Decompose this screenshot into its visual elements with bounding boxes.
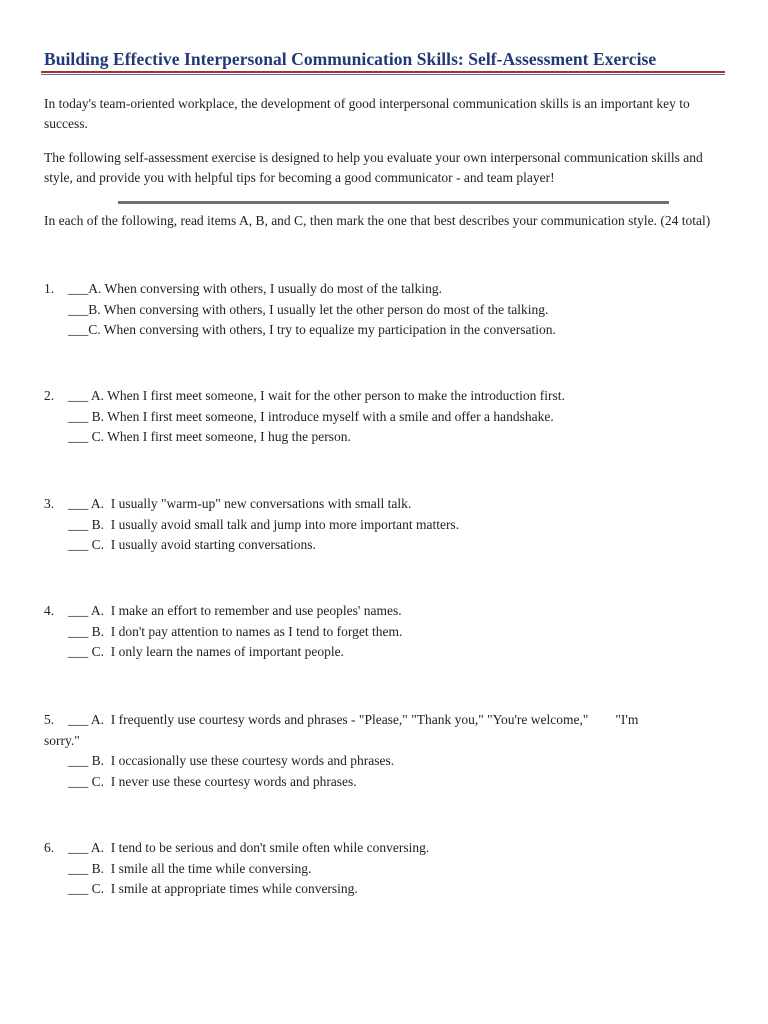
answer-option-a: ___ A. I tend to be serious and don't smile often while conversing. bbox=[68, 840, 430, 855]
intro-paragraph-1: In today's team-oriented workplace, the development of good interpersonal communication skills is an important key to success. bbox=[44, 96, 690, 131]
question-number: 6. bbox=[44, 840, 55, 855]
question-number: 3. bbox=[44, 496, 55, 511]
title-underline-blue bbox=[41, 74, 725, 75]
question-6 bbox=[44, 838, 734, 900]
document-title: Building Effective Interpersonal Communication Skills: Self-Assessment Exercise bbox=[44, 49, 657, 69]
answer-option-c: ___ C. I only learn the names of important people. bbox=[68, 644, 344, 659]
question-number: 5. bbox=[44, 712, 55, 727]
answer-option-b: ___ B. I usually avoid small talk and jump into more important matters. bbox=[68, 516, 460, 532]
answer-option-c: ___ C. When I first meet someone, I hug the person. bbox=[68, 429, 351, 444]
question-4 bbox=[44, 601, 734, 663]
question-3 bbox=[44, 494, 734, 556]
answer-option-c: ___ C. I usually avoid starting conversations. bbox=[68, 537, 316, 552]
answer-option-a: ___ A. I make an effort to remember and use peoples' names. bbox=[68, 603, 402, 618]
section-divider bbox=[118, 201, 669, 204]
answer-option-b: ___ B. I don't pay attention to names as I tend to forget them. bbox=[68, 623, 403, 639]
answer-option-b: ___ B. When I first meet someone, I introduce myself with a smile and offer a handshake. bbox=[68, 408, 554, 424]
question-row bbox=[44, 494, 734, 515]
question-row bbox=[44, 279, 734, 300]
answer-option-a: ___ A. I frequently use courtesy words and phrases - "Please," "Thank you," "You're welcome," "I'm bbox=[68, 712, 639, 727]
answer-option-a: ___A. When conversing with others, I usually do most of the talking. bbox=[68, 281, 442, 296]
answer-option-a: ___ A. I usually "warm-up" new conversations with small talk. bbox=[68, 496, 412, 511]
question-number: 4. bbox=[44, 603, 55, 618]
answer-option-b: ___ B. I smile all the time while conversing. bbox=[68, 860, 312, 876]
title-underline-red bbox=[41, 71, 725, 73]
instructions-paragraph: In each of the following, read items A, B, and C, then mark the one that best describes your communication style. (24 total) bbox=[44, 213, 711, 228]
question-row bbox=[44, 710, 734, 731]
answer-option-a: ___ A. When I first meet someone, I wait for the other person to make the introduction first. bbox=[68, 388, 565, 403]
question-1 bbox=[44, 279, 734, 341]
answer-option-c: ___ C. I smile at appropriate times while conversing. bbox=[68, 881, 358, 896]
answer-option-b: ___B. When conversing with others, I usually let the other person do most of the talking. bbox=[68, 301, 549, 317]
answer-option-c: ___C. When conversing with others, I try to equalize my participation in the conversation. bbox=[68, 322, 556, 337]
answer-option-a-continuation: sorry." bbox=[44, 732, 80, 748]
answer-option-c: ___ C. I never use these courtesy words and phrases. bbox=[68, 773, 357, 789]
answer-option-b: ___ B. I occasionally use these courtesy words and phrases. bbox=[68, 753, 395, 768]
question-row bbox=[44, 838, 734, 859]
question-5 bbox=[44, 710, 734, 792]
question-number: 2. bbox=[44, 388, 55, 403]
question-row bbox=[44, 601, 734, 622]
question-number: 1. bbox=[44, 281, 55, 296]
question-2 bbox=[44, 386, 734, 448]
question-row bbox=[44, 386, 734, 407]
intro-paragraph-2: The following self-assessment exercise is designed to help you evaluate your own interpersonal communication skills and style, and provide you with helpful tips for becoming a good communicator - and team player! bbox=[44, 150, 703, 185]
